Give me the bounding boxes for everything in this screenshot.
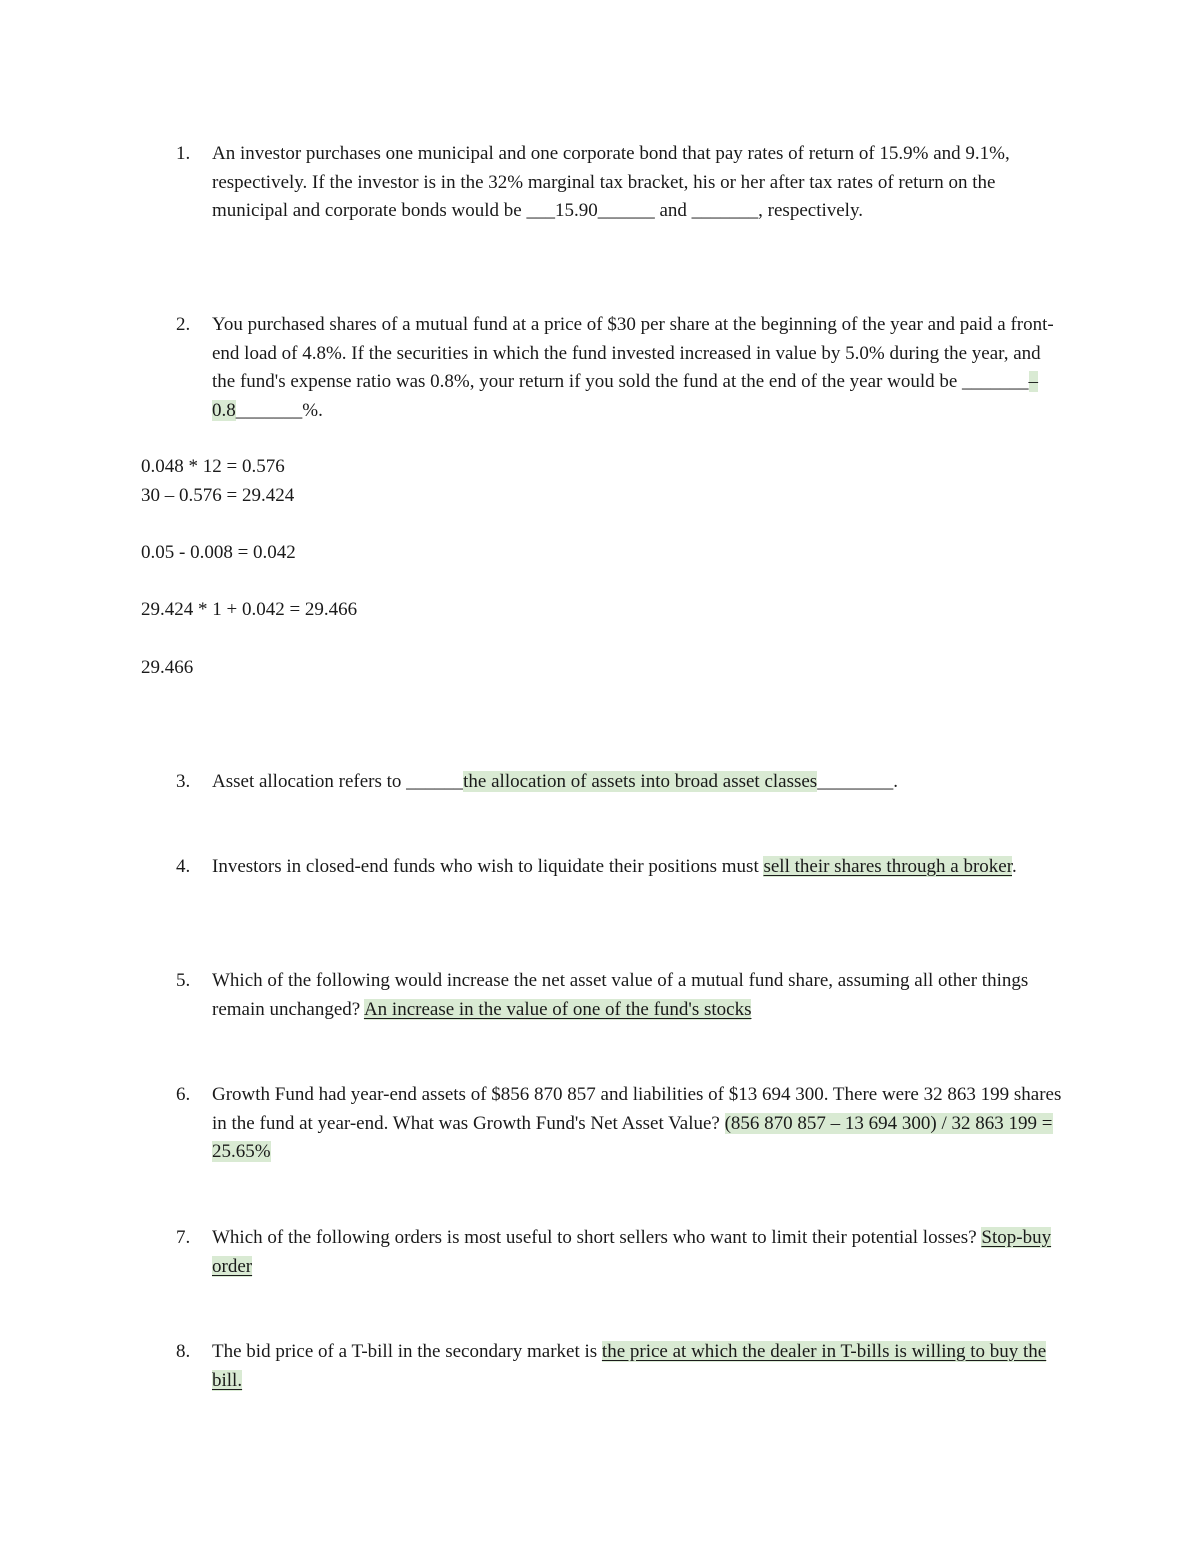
- calculation-line: 0.048 * 12 = 0.576: [141, 456, 285, 477]
- question-2: [176, 311, 1066, 425]
- question-text: The bid price of a T-bill in the secondary market is the price at which the dealer in T-bills is willing to buy the bill.: [212, 1341, 1047, 1391]
- calculation-line: 30 – 0.576 = 29.424: [141, 485, 295, 506]
- question-6: [176, 1081, 1066, 1167]
- question-text: Growth Fund had year-end assets of $856 870 857 and liabilities of $13 694 300. There were 32 863 199 shares in the fund at year-end. What was Growth Fund's Net Asset Value? (856 870 857 – 13 694 300) / 32 863 199 = 25.65%: [212, 1084, 1062, 1162]
- answer-highlight: –0.8: [212, 371, 1039, 421]
- answer-highlight: (856 870 857 – 13 694 300) / 32 863 199 = 25.65%: [212, 1112, 1053, 1162]
- question-text: Which of the following orders is most useful to short sellers who want to limit their potential losses? Stop-buy order: [212, 1227, 1052, 1277]
- question-text: Asset allocation refers to ______the allocation of assets into broad asset classes________.: [212, 771, 898, 792]
- question-number: 8.: [176, 1341, 191, 1362]
- calculation-line: 29.466: [141, 657, 194, 678]
- question-text: An investor purchases one municipal and one corporate bond that pay rates of return of 15.9% and 9.1%, respectively. If the investor is in the 32% marginal tax bracket, his or her after tax rates of return on the municipal and corporate bonds would be ___15.90______ and _______, respectively.: [212, 143, 1010, 221]
- answer-blank: ___15.90______: [526, 200, 655, 221]
- question-number: 7.: [176, 1227, 191, 1248]
- question-number: 1.: [176, 143, 191, 164]
- question-8: [176, 1338, 1066, 1395]
- calculation-line: 0.05 - 0.008 = 0.042: [141, 542, 296, 563]
- answer-highlight: An increase in the value of one of the fund's stocks: [363, 998, 752, 1020]
- question-number: 6.: [176, 1084, 191, 1105]
- answer-highlight: the allocation of assets into broad asset classes: [463, 771, 818, 792]
- question-3: [176, 768, 1066, 797]
- question-1: [176, 140, 1066, 226]
- answer-highlight: sell their shares through a broker: [763, 856, 1012, 877]
- question-5: [176, 967, 1066, 1024]
- answer-highlight: the price at which the dealer in T-bills is willing to buy the bill.: [212, 1341, 1047, 1391]
- question-text: Investors in closed-end funds who wish to liquidate their positions must sell their shares through a broker.: [212, 856, 1017, 877]
- question-number: 4.: [176, 856, 191, 877]
- calculation-line: 29.424 * 1 + 0.042 = 29.466: [141, 599, 358, 620]
- question-4: [176, 853, 1066, 882]
- answer-highlight: Stop-buy order: [212, 1227, 1052, 1277]
- question-text: You purchased shares of a mutual fund at a price of $30 per share at the beginning of the year and paid a front-end load of 4.8%. If the securities in which the fund invested increased in value by 5.0% during the year, and the fund's expense ratio was 0.8%, your return if you sold the fund at the end of the year would be _______–0.8_______%.: [212, 314, 1054, 421]
- question-text: Which of the following would increase the net asset value of a mutual fund share, assuming all other things remain unchanged? An increase in the value of one of the fund's stocks: [212, 970, 1029, 1020]
- question-number: 3.: [176, 771, 191, 792]
- question-number: 5.: [176, 970, 191, 991]
- question-7: [176, 1224, 1066, 1281]
- question-number: 2.: [176, 314, 191, 335]
